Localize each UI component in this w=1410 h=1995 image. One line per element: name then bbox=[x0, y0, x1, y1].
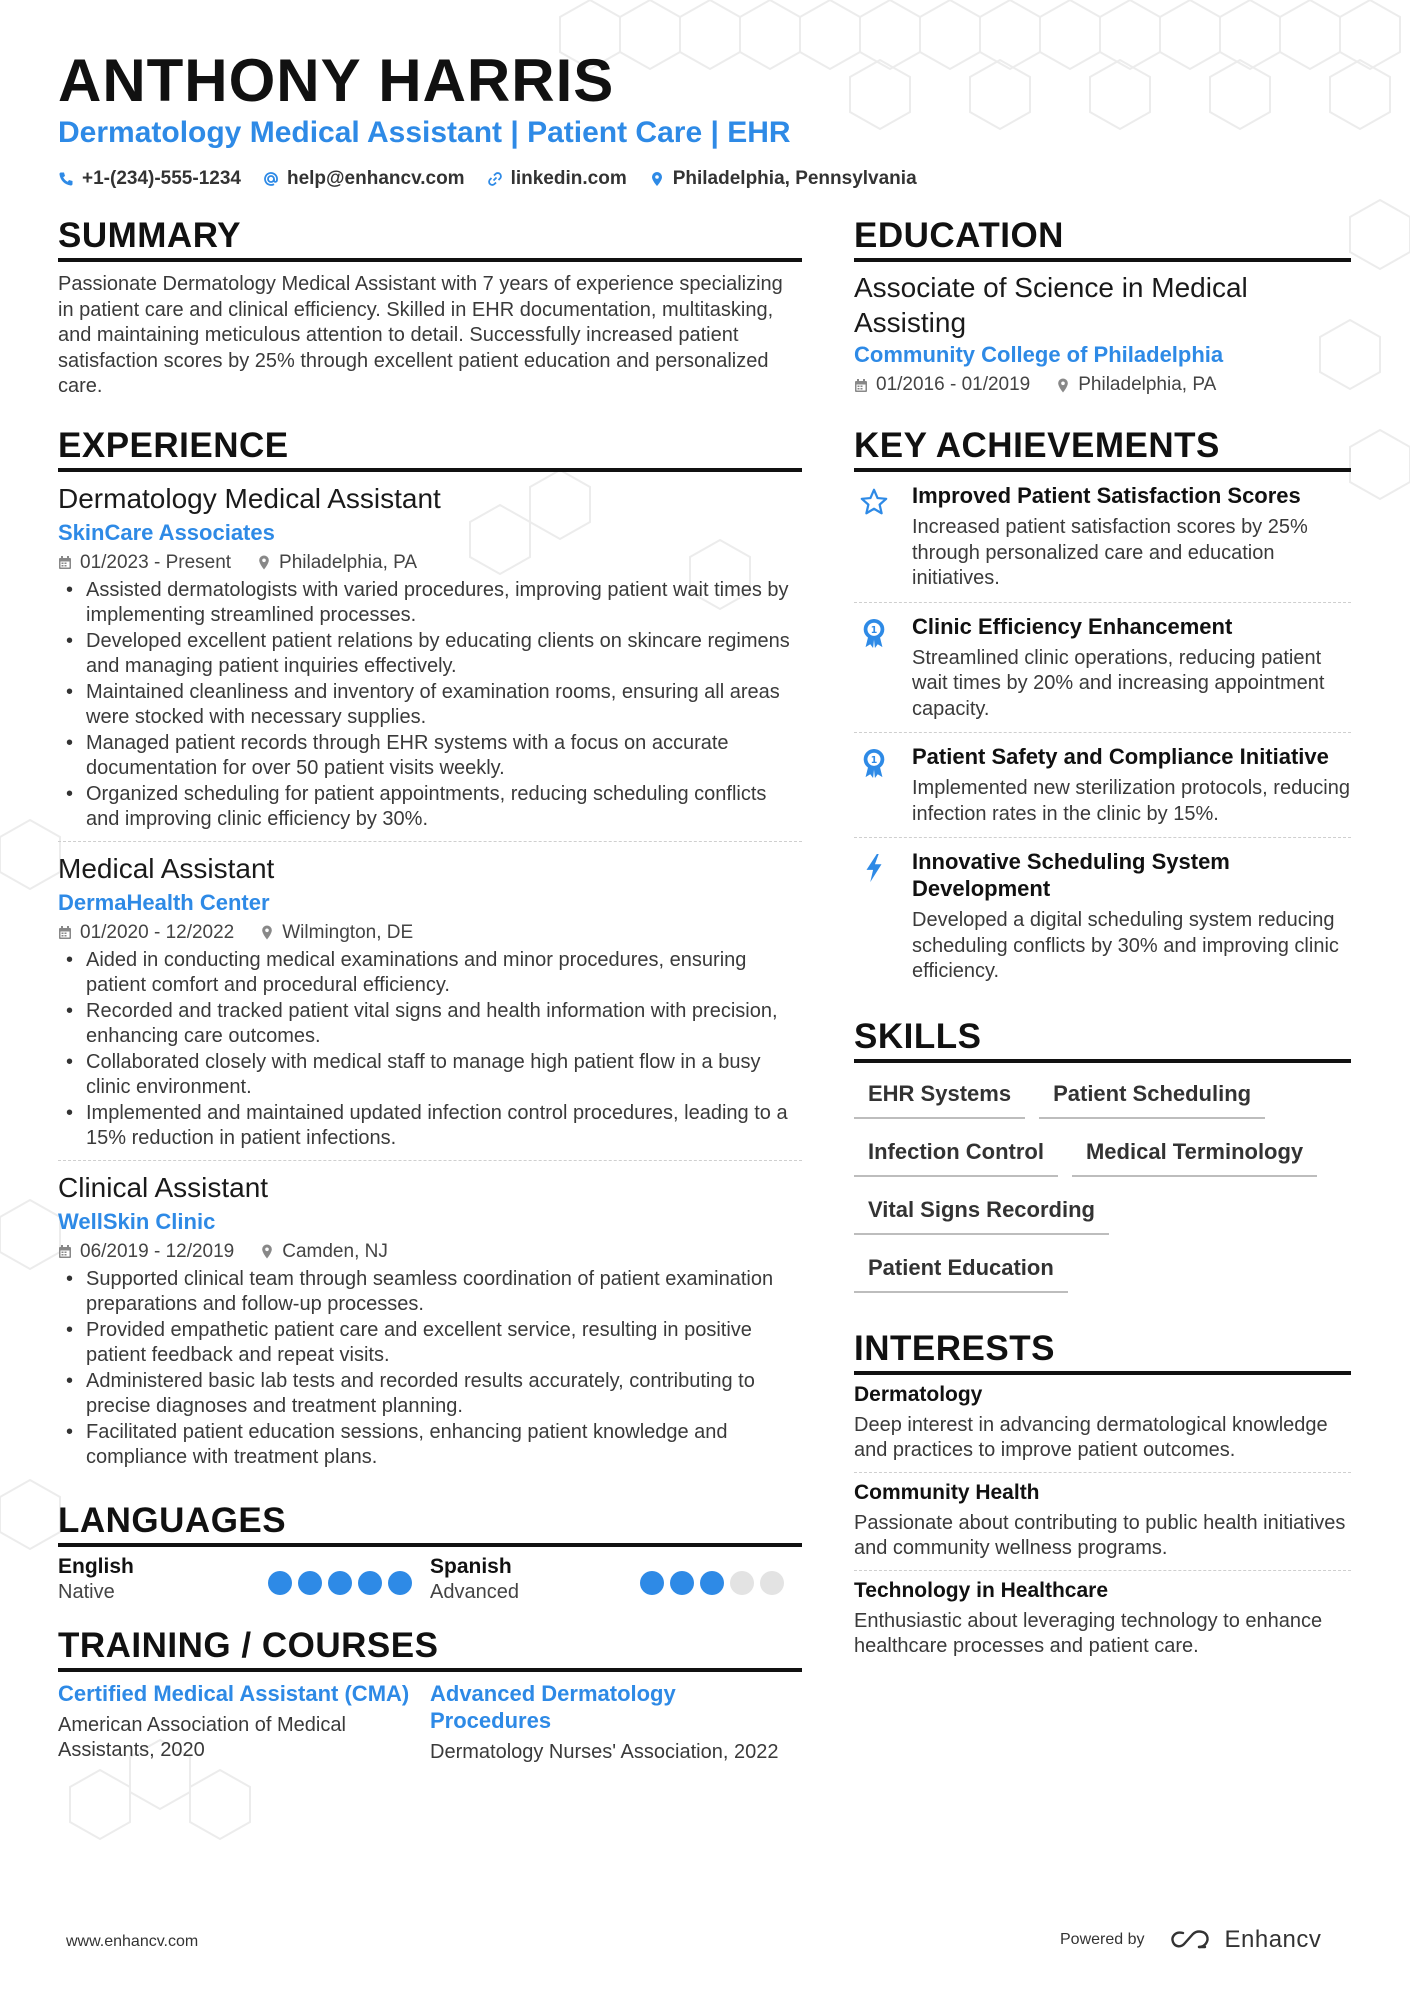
job-bullet: • Implemented and maintained updated infection control procedures, leading to a 15% reduction in patient infections. bbox=[58, 1101, 802, 1152]
rating-dot-filled bbox=[700, 1571, 724, 1595]
achievement-title: Clinic Efficiency Enhancement bbox=[912, 613, 1233, 639]
course-item bbox=[58, 1680, 430, 1766]
achievement-icon-wrap bbox=[854, 848, 894, 985]
skills-section bbox=[854, 1017, 1351, 1293]
rating-dot-empty bbox=[730, 1571, 754, 1595]
powered-by-text: Powered by bbox=[1060, 1931, 1145, 1948]
contact-bar bbox=[58, 168, 917, 190]
at-icon bbox=[263, 171, 279, 187]
calendar-icon bbox=[854, 378, 868, 393]
achievement-desc: Increased patient satisfaction scores by 25% through personalized care and education initiatives. bbox=[912, 516, 1308, 589]
email-text: help@enhancv.com bbox=[286, 168, 465, 189]
job-bullet: • Developed excellent patient relations by educating clients on skincare regimens and managing patient inquiries effectively. bbox=[58, 629, 802, 680]
degree-title: Associate of Science in Medical Assisting bbox=[854, 272, 1248, 338]
language-rating bbox=[268, 1571, 412, 1595]
school-name: Community College of Philadelphia bbox=[854, 342, 1224, 367]
skill-tag: Patient Scheduling bbox=[1039, 1077, 1265, 1119]
language-rating bbox=[640, 1571, 784, 1595]
achievement-icon-wrap bbox=[854, 613, 894, 723]
education-location bbox=[1056, 374, 1216, 396]
svg-text:1: 1 bbox=[870, 624, 878, 636]
interest-desc: Deep interest in advancing dermatological knowledge and practices to improve patient outcomes. bbox=[854, 1413, 1328, 1461]
achievements-heading: KEY ACHIEVEMENTS bbox=[854, 426, 1351, 472]
experience-entry bbox=[58, 472, 802, 842]
job-bullet: • Assisted dermatologists with varied procedures, improving patient wait times by implementing streamlined processes. bbox=[58, 578, 802, 629]
job-dates-text: 01/2023 - Present bbox=[80, 551, 232, 573]
education-section bbox=[854, 216, 1351, 396]
course-title: Advanced Dermatology Procedures bbox=[430, 1680, 676, 1733]
job-meta bbox=[58, 552, 802, 574]
job-bullets bbox=[58, 948, 802, 1152]
achievement-content bbox=[912, 848, 1351, 985]
languages-section bbox=[58, 1501, 802, 1604]
interest-desc: Passionate about contributing to public health initiatives and community wellness programs. bbox=[854, 1511, 1346, 1559]
job-dates bbox=[58, 1241, 234, 1263]
location-pin-icon bbox=[260, 925, 274, 940]
left-column bbox=[58, 216, 802, 1765]
job-company: SkinCare Associates bbox=[58, 519, 275, 545]
education-meta bbox=[854, 374, 1351, 396]
job-bullet: • Aided in conducting medical examinations and minor procedures, ensuring patient comfort and procedural efficiency. bbox=[58, 948, 802, 999]
calendar-icon bbox=[58, 1244, 72, 1259]
job-location bbox=[260, 922, 413, 944]
achievement-title: Innovative Scheduling System Development bbox=[912, 849, 1230, 901]
job-role: Dermatology Medical Assistant bbox=[58, 482, 441, 514]
skills-heading: SKILLS bbox=[854, 1017, 1351, 1063]
contact-phone[interactable] bbox=[58, 168, 241, 190]
education-dates-text: 01/2016 - 01/2019 bbox=[876, 374, 1031, 395]
experience-entry bbox=[58, 1161, 802, 1479]
education-heading: EDUCATION bbox=[854, 216, 1351, 262]
job-location-text: Camden, NJ bbox=[282, 1240, 388, 1262]
rating-dot-filled bbox=[358, 1571, 382, 1595]
job-bullet: • Supported clinical team through seamless coordination of patient examination preparations and follow-up processes. bbox=[58, 1267, 802, 1318]
location-pin-icon bbox=[257, 555, 271, 570]
achievement-item bbox=[854, 472, 1351, 603]
calendar-icon bbox=[58, 555, 72, 570]
link-icon bbox=[487, 171, 503, 187]
rating-dot-filled bbox=[268, 1571, 292, 1595]
language-item bbox=[58, 1555, 430, 1604]
languages-heading: LANGUAGES bbox=[58, 1501, 802, 1547]
language-info bbox=[430, 1555, 519, 1604]
job-bullet: • Facilitated patient education sessions, enhancing patient knowledge and compliance with treatment plans. bbox=[58, 1420, 802, 1471]
enhancv-logo[interactable] bbox=[1169, 1926, 1322, 1954]
skill-tag: Medical Terminology bbox=[1072, 1135, 1317, 1177]
rating-dot-filled bbox=[298, 1571, 322, 1595]
training-heading: TRAINING / COURSES bbox=[58, 1626, 802, 1672]
achievement-content bbox=[912, 613, 1351, 723]
course-org: Dermatology Nurses' Association, 2022 bbox=[430, 1740, 779, 1763]
candidate-title: Dermatology Medical Assistant | Patient Care | EHR bbox=[58, 116, 791, 149]
achievement-icon-wrap bbox=[854, 482, 894, 592]
achievement-item bbox=[854, 733, 1351, 838]
star-icon bbox=[859, 486, 889, 518]
job-dates-text: 06/2019 - 12/2019 bbox=[80, 1240, 235, 1262]
language-name: Spanish bbox=[430, 1554, 512, 1578]
rating-dot-filled bbox=[328, 1571, 352, 1595]
phone-text: +1-(234)-555-1234 bbox=[82, 168, 241, 189]
interest-title: Community Health bbox=[854, 1480, 1040, 1504]
footer-website[interactable]: www.enhancv.com bbox=[66, 1933, 199, 1950]
summary-text: Passionate Dermatology Medical Assistant with 7 years of experience specializing in patient care and clinical efficiency. Skilled in EHR documentation, multitasking, and maintaining meticulous attention to detail. Successfully increased patient satisfaction scores by 25% through excellent patient education and personalized care. bbox=[58, 273, 783, 397]
training-section bbox=[58, 1626, 802, 1766]
interest-title: Dermatology bbox=[854, 1382, 983, 1406]
job-location-text: Wilmington, DE bbox=[282, 921, 414, 943]
job-bullet: • Collaborated closely with medical staff to manage high patient flow in a busy clinic environment. bbox=[58, 1050, 802, 1101]
right-column bbox=[854, 216, 1351, 1668]
job-bullet: • Recorded and tracked patient vital signs and health information with precision, enhancing care outcomes. bbox=[58, 999, 802, 1050]
achievement-item bbox=[854, 603, 1351, 734]
contact-email[interactable] bbox=[263, 168, 465, 190]
rating-dot-filled bbox=[388, 1571, 412, 1595]
achievement-desc: Developed a digital scheduling system reducing scheduling conflicts by 30% and improving clinic efficiency. bbox=[912, 909, 1339, 982]
skills-list bbox=[854, 1077, 1351, 1293]
job-bullet: • Provided empathetic patient care and excellent service, resulting in positive patient feedback and repeat visits. bbox=[58, 1318, 802, 1369]
skill-tag: EHR Systems bbox=[854, 1077, 1025, 1119]
skill-tag: Vital Signs Recording bbox=[854, 1193, 1109, 1235]
job-location bbox=[257, 552, 417, 574]
calendar-icon bbox=[58, 925, 72, 940]
svg-text:1: 1 bbox=[870, 755, 878, 766]
achievement-icon-wrap bbox=[854, 743, 894, 827]
job-bullet: • Administered basic lab tests and recorded results accurately, contributing to precise diagnoses and treatment planning. bbox=[58, 1369, 802, 1420]
contact-location bbox=[649, 168, 917, 190]
interests-heading: INTERESTS bbox=[854, 1329, 1351, 1375]
education-location-text: Philadelphia, PA bbox=[1078, 374, 1217, 395]
language-info bbox=[58, 1555, 134, 1604]
job-bullets bbox=[58, 578, 802, 833]
skill-tag: Patient Education bbox=[854, 1251, 1068, 1293]
interest-desc: Enthusiastic about leveraging technology to enhance healthcare processes and patient care. bbox=[854, 1609, 1323, 1657]
course-item bbox=[430, 1680, 802, 1766]
achievement-item bbox=[854, 838, 1351, 995]
job-dates bbox=[58, 922, 234, 944]
enhancv-logo-icon bbox=[1169, 1929, 1215, 1951]
interest-title: Technology in Healthcare bbox=[854, 1578, 1108, 1602]
summary-section bbox=[58, 216, 802, 400]
lightning-icon bbox=[859, 852, 889, 884]
job-dates-text: 01/2020 - 12/2022 bbox=[80, 921, 235, 943]
interest-item bbox=[854, 1375, 1351, 1473]
skill-tag: Infection Control bbox=[854, 1135, 1058, 1177]
language-name: English bbox=[58, 1554, 134, 1578]
job-bullet: • Managed patient records through EHR systems with a focus on accurate documentation for over 50 patient visits weekly. bbox=[58, 731, 802, 782]
award-icon bbox=[859, 617, 889, 649]
job-role: Medical Assistant bbox=[58, 852, 275, 884]
interests-section bbox=[854, 1329, 1351, 1668]
candidate-name: ANTHONY HARRIS bbox=[58, 47, 615, 114]
linkedin-text: linkedin.com bbox=[510, 168, 627, 189]
experience-entry bbox=[58, 842, 802, 1161]
location-text: Philadelphia, Pennsylvania bbox=[672, 168, 917, 189]
award-icon bbox=[859, 747, 889, 779]
achievement-content bbox=[912, 743, 1351, 827]
job-bullet: • Maintained cleanliness and inventory of examination rooms, ensuring all areas were stocked with necessary supplies. bbox=[58, 680, 802, 731]
language-item bbox=[430, 1555, 802, 1604]
experience-heading: EXPERIENCE bbox=[58, 426, 802, 472]
languages-list bbox=[58, 1555, 802, 1604]
job-meta bbox=[58, 1241, 802, 1263]
job-role: Clinical Assistant bbox=[58, 1171, 269, 1203]
contact-linkedin[interactable] bbox=[487, 168, 627, 190]
location-pin-icon bbox=[1056, 378, 1070, 393]
courses-list bbox=[58, 1680, 802, 1766]
achievement-desc: Implemented new sterilization protocols, reducing infection rates in the clinic by 15%. bbox=[912, 777, 1350, 825]
achievement-title: Improved Patient Satisfaction Scores bbox=[912, 483, 1301, 508]
interest-item bbox=[854, 1473, 1351, 1571]
achievement-desc: Streamlined clinic operations, reducing patient wait times by 20% and increasing appointment capacity. bbox=[912, 646, 1325, 720]
job-meta bbox=[58, 922, 802, 944]
phone-icon bbox=[58, 171, 74, 187]
job-dates bbox=[58, 552, 231, 574]
rating-dot-empty bbox=[760, 1571, 784, 1595]
achievement-title: Patient Safety and Compliance Initiative bbox=[912, 744, 1329, 769]
achievements-section bbox=[854, 426, 1351, 995]
job-location bbox=[260, 1241, 388, 1263]
job-company: WellSkin Clinic bbox=[58, 1208, 216, 1234]
experience-section bbox=[58, 426, 802, 1479]
course-title: Certified Medical Assistant (CMA) bbox=[58, 1680, 410, 1706]
job-location-text: Philadelphia, PA bbox=[279, 551, 418, 573]
location-pin-icon bbox=[649, 171, 665, 187]
enhancv-brand-text: Enhancv bbox=[1224, 1926, 1322, 1953]
summary-heading: SUMMARY bbox=[58, 216, 802, 262]
job-bullets bbox=[58, 1267, 802, 1471]
location-pin-icon bbox=[260, 1244, 274, 1259]
achievement-content bbox=[912, 482, 1351, 592]
footer-branding bbox=[1060, 1926, 1321, 1954]
rating-dot-filled bbox=[640, 1571, 664, 1595]
language-level: Native bbox=[58, 1580, 115, 1603]
course-org: American Association of Medical Assistants, 2020 bbox=[58, 1713, 346, 1761]
language-level: Advanced bbox=[430, 1580, 519, 1603]
job-company: DermaHealth Center bbox=[58, 889, 270, 915]
job-bullet: • Organized scheduling for patient appointments, reducing scheduling conflicts and improving clinic efficiency by 30%. bbox=[58, 782, 802, 833]
interest-item bbox=[854, 1571, 1351, 1668]
education-dates bbox=[854, 374, 1030, 396]
rating-dot-filled bbox=[670, 1571, 694, 1595]
